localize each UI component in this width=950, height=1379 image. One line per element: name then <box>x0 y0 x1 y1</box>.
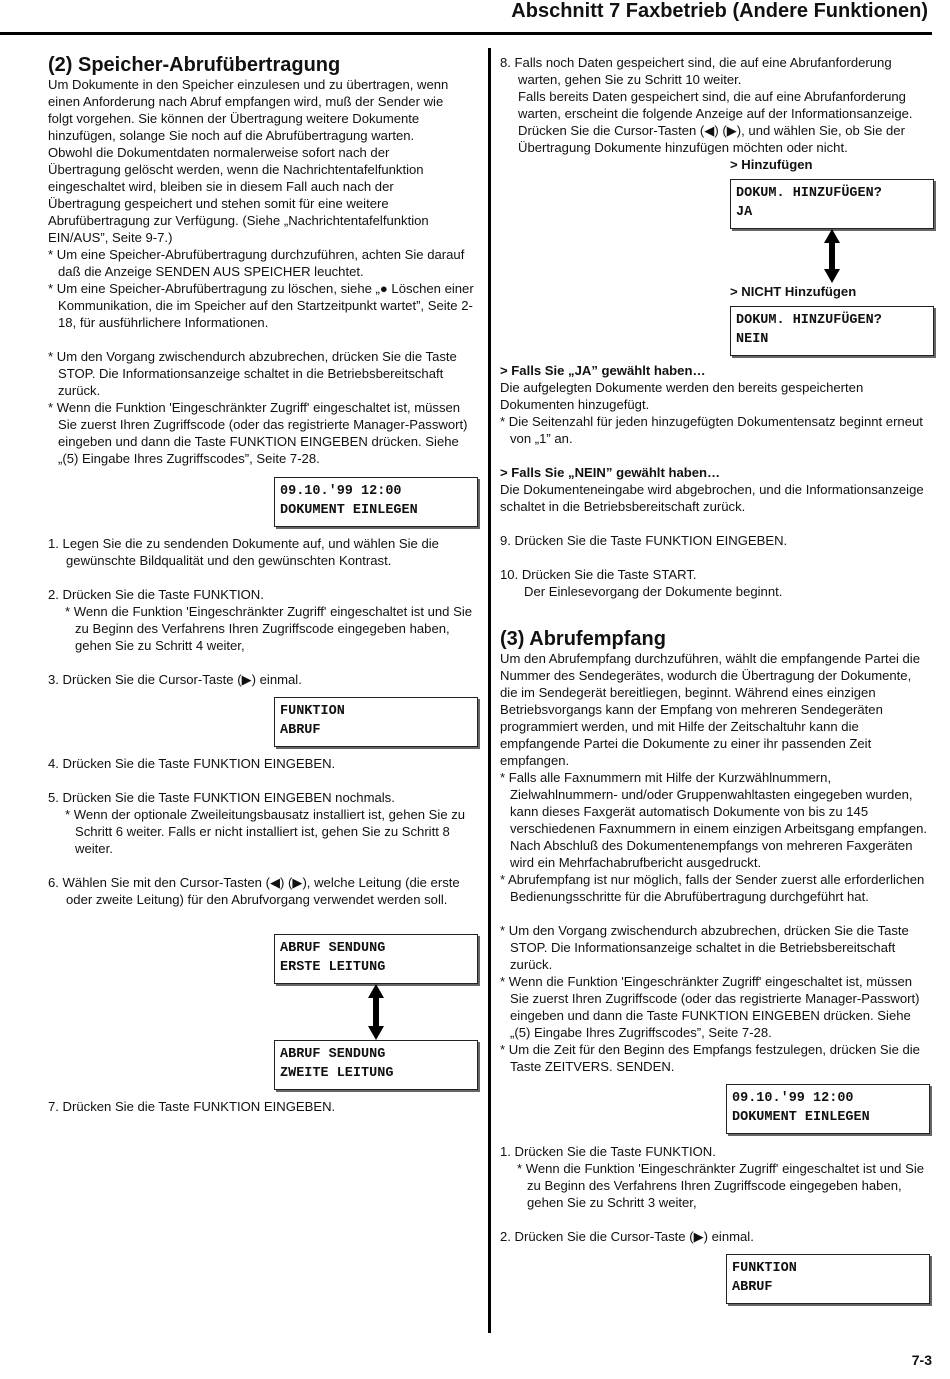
lcd-line: DOKUM. HINZUFÜGEN? <box>736 313 882 328</box>
step-8-continued: Falls bereits Daten gespeichert sind, die auf eine Abrufanforderung warten, erscheint die folgende Anzeige auf der Informationsanzeige. Drücken Sie die Cursor-Tasten (◀) (▶), und wählen Sie, ob Sie der Übertragung Dokumente hinzufügen möchten oder nicht. <box>518 89 913 155</box>
page-header <box>0 0 932 35</box>
page-number: 7-3 <box>911 1352 932 1368</box>
step-2-note: * Wenn die Funktion 'Eingeschränkter Zugriff' eingeschaltet ist und Sie zu Beginn des Verfahrens Ihren Zugriffscode eingegeben haben, gehen Sie zu Schritt 4 weiter, <box>65 604 473 653</box>
label-no-add: > NICHT Hinzufügen <box>730 284 857 299</box>
column-divider <box>488 48 491 1333</box>
step-6: 6. Wählen Sie mit den Cursor-Tasten (◀) (▶), welche Leitung (die erste oder zweite Leitung) für den Abrufvorgang verwendet werden soll. <box>48 875 460 907</box>
intro-line: Übertragung gelöscht werden, wenn die Nachrichtentafelfunktion <box>48 162 424 177</box>
note: * Um eine Speicher-Abrufübertragung zu löschen, siehe „● Löschen einer Kommunikation, die im Speicher auf den Startzeitpunkt wartet”, Seite 2-18, für ausführlichere Informationen. <box>48 281 474 330</box>
note: * Wenn die Funktion 'Eingeschränkter Zugriff' eingeschaltet ist, müssen Sie zuerst Ihren Zugriffscode (oder das registrierte Manager-Passwort) eingeben und dann die Taste FUNKTION EINGEBEN drücken. Siehe „(5) Eingabe Ihres Zugriffscodes”, Seite 7-28. <box>500 974 920 1040</box>
note: * Um eine Speicher-Abrufübertragung durchzuführen, achten Sie darauf daß die Anzeige SENDEN AUS SPEICHER leuchtet. <box>48 247 465 279</box>
heading-speicher-abruf: (2) Speicher-Abrufübertragung <box>48 54 341 76</box>
note: * Wenn die Funktion 'Eingeschränkter Zugriff' eingeschaltet ist, müssen Sie zuerst Ihren Zugriffscode (oder das registrierte Manager-Passwort) eingeben und dann die Taste FUNKTION EINGEBEN drücken. Siehe „(5) Eingabe Ihres Zugriffscodes”, Seite 7-28. <box>48 400 468 466</box>
lcd-line: DOKUMENT EINLEGEN <box>732 1110 870 1125</box>
note: * Falls alle Faxnummern mit Hilfe der Kurzwählnummern, Zielwahlnummern- und/oder Gruppenwahltasten eingegeben wurden, kann dieses Faxgerät automatisch Dokumente von bis zu 145 verschiedenen Faxnummern in einem einzigen Arbeitsgang empfangen. Nach Abschluß des Dokumentenempfangs von mehreren Faxgeräten wird ein Mehrfachabrufbericht ausgedruckt. <box>500 770 928 870</box>
lcd-display <box>726 1254 930 1304</box>
step-2: 2. Drücken Sie die Taste FUNKTION. <box>48 587 264 602</box>
intro-line: EIN/AUS”, Seite 9-7.) <box>48 230 173 245</box>
intro-line: Übertragung gespeichert und stehen somit für eine weitere <box>48 196 389 211</box>
intro-line: Um Dokumente in den Speicher einzulesen und zu übertragen, wenn <box>48 77 449 92</box>
lcd-display <box>274 1040 478 1090</box>
double-arrow-icon <box>822 229 842 283</box>
heading-abrufempfang: (3) Abrufempfang <box>500 628 666 650</box>
step-10: 10. Drücken Sie die Taste START. <box>500 567 697 582</box>
step-5-note: * Wenn der optionale Zweileitungsbausatz installiert ist, gehen Sie zu Schritt 6 weiter. Falls er nicht installiert ist, gehen Sie zu Schritt 8 weiter. <box>65 807 466 856</box>
r-step-2: 2. Drücken Sie die Cursor-Taste (▶) einmal. <box>500 1229 754 1244</box>
intro-line: einen Anforderung nach Abruf empfangen wird, muß der Sender wie <box>48 94 444 109</box>
lcd-line: DOKUM. HINZUFÜGEN? <box>736 186 882 201</box>
intro-line: Obwohl die Dokumentdaten normalerweise sofort nach der <box>48 145 390 160</box>
lcd-line: FUNKTION <box>280 704 345 719</box>
right-column <box>500 54 932 1304</box>
nein-heading: > Falls Sie „NEIN” gewählt haben… <box>500 465 721 480</box>
note: * Um die Zeit für den Beginn des Empfangs festzulegen, drücken Sie die Taste ZEITVERS. SENDEN. <box>500 1042 920 1074</box>
abrufempfang-intro: Um den Abrufempfang durchzuführen, wählt die empfangende Partei die Nummer des Sendegerätes, wodurch die Übertragung der Dokumente, die im Sendegerät bereitliegen, beginnt. Während eines einzigen Betriebsvorgangs kann der Empfang von mehreren Sendegeräten programmiert werden, und mit Hilfe der Zeitschaltuhr kann die empfangende Partei die Dokumente zu einer ihr passenden Zeit empfangen. <box>500 651 920 768</box>
lcd-line: ABRUF SENDUNG <box>280 1047 386 1062</box>
section-title: Abschnitt 7 Faxbetrieb (Andere Funktionen) <box>511 0 928 22</box>
r-step-1-note: * Wenn die Funktion 'Eingeschränkter Zugriff' eingeschaltet ist und Sie zu Beginn des Verfahrens Ihren Zugriffscode eingegeben haben, gehen Sie zu Schritt 3 weiter, <box>517 1161 925 1210</box>
step-4: 4. Drücken Sie die Taste FUNKTION EINGEBEN. <box>48 756 336 771</box>
lcd-line: 09.10.'99 12:00 <box>280 484 402 499</box>
nein-text: Die Dokumenteneingabe wird abgebrochen, und die Informationsanzeige schaltet in die Betriebsbereitschaft zurück. <box>500 482 924 514</box>
note: * Abrufempfang ist nur möglich, falls der Sender zuerst alle erforderlichen Bedienungsschritte für die Abrufübertragung durchgeführt hat. <box>500 872 925 904</box>
left-column <box>48 54 478 1115</box>
lcd-line: JA <box>736 205 753 220</box>
lcd-line: ERSTE LEITUNG <box>280 960 386 975</box>
double-arrow-icon <box>366 984 386 1040</box>
lcd-line: ABRUF SENDUNG <box>280 941 386 956</box>
lcd-display <box>730 179 934 229</box>
note: * Um den Vorgang zwischendurch abzubrechen, drücken Sie die Taste STOP. Die Informationsanzeige schaltet in die Betriebsbereitschaft zurück. <box>500 923 909 972</box>
lcd-line: ABRUF <box>732 1280 773 1295</box>
lcd-line: FUNKTION <box>732 1261 797 1276</box>
lcd-line: DOKUMENT EINLEGEN <box>280 503 418 518</box>
label-add: > Hinzufügen <box>730 157 813 172</box>
step-7: 7. Drücken Sie die Taste FUNKTION EINGEBEN. <box>48 1099 336 1114</box>
intro-line: eingeschaltet wird, bleiben sie in diesem Fall auch nach der <box>48 179 394 194</box>
step-10-continued: Der Einlesevorgang der Dokumente beginnt. <box>524 584 783 599</box>
lcd-display <box>726 1084 930 1134</box>
step-3: 3. Drücken Sie die Cursor-Taste (▶) einmal. <box>48 672 302 687</box>
step-9: 9. Drücken Sie die Taste FUNKTION EINGEBEN. <box>500 533 788 548</box>
note: * Um den Vorgang zwischendurch abzubrechen, drücken Sie die Taste STOP. Die Informationsanzeige schaltet in die Betriebsbereitschaft zurück. <box>48 349 457 398</box>
intro-line: hinzufügen, solange Sie noch auf die Abrufübertragung warten. <box>48 128 415 143</box>
intro-line: Abrufübertragung zur Verfügung. (Siehe „Nachrichtentafelfunktion <box>48 213 429 228</box>
lcd-display <box>730 306 934 356</box>
lcd-line: ABRUF <box>280 723 321 738</box>
ja-text: Die aufgelegten Dokumente werden den bereits gespeicherten Dokumenten hinzugefügt. <box>500 380 864 412</box>
step-8: 8. Falls noch Daten gespeichert sind, die auf eine Abrufanforderung warten, gehen Sie zu Schritt 10 weiter. <box>500 55 892 87</box>
lcd-display <box>274 697 478 747</box>
lcd-line: 09.10.'99 12:00 <box>732 1091 854 1106</box>
lcd-display <box>274 477 478 527</box>
step-1: 1. Legen Sie die zu sendenden Dokumente auf, und wählen Sie die gewünschte Bildqualität und den gewünschten Kontrast. <box>48 536 439 568</box>
ja-heading: > Falls Sie „JA” gewählt haben… <box>500 363 706 378</box>
r-step-1: 1. Drücken Sie die Taste FUNKTION. <box>500 1144 716 1159</box>
step-5: 5. Drücken Sie die Taste FUNKTION EINGEBEN nochmals. <box>48 790 395 805</box>
lcd-line: NEIN <box>736 332 769 347</box>
ja-note: * Die Seitenzahl für jeden hinzugefügten Dokumentensatz beginnt erneut von „1” an. <box>500 414 923 446</box>
lcd-display <box>274 934 478 984</box>
lcd-line: ZWEITE LEITUNG <box>280 1066 394 1081</box>
intro-line: folgt vorgehen. Sie können der Übertragung weitere Dokumente <box>48 111 420 126</box>
